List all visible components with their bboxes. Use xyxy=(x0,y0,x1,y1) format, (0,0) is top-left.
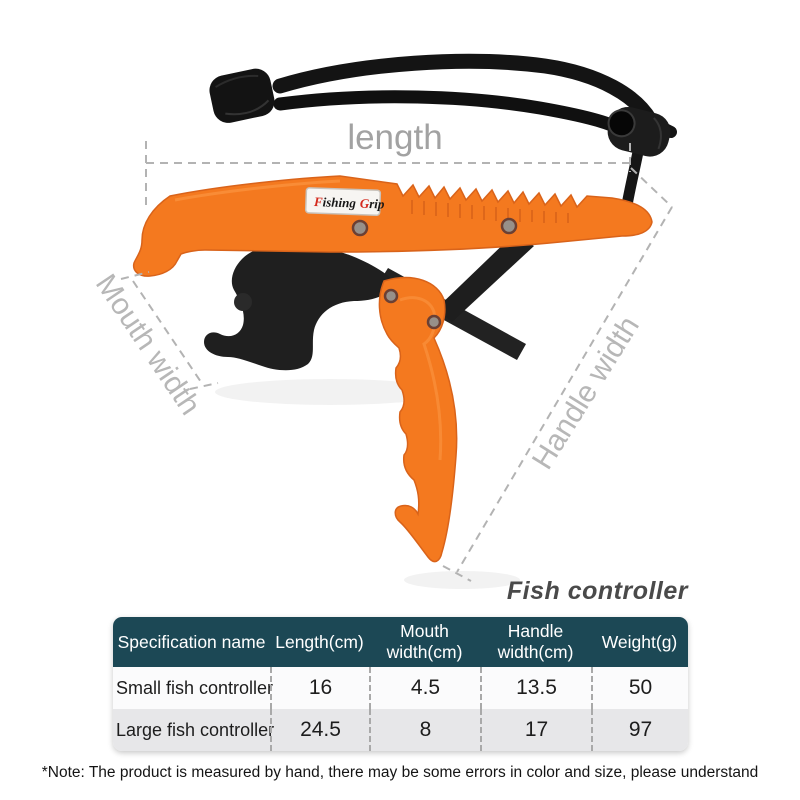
product-shadow xyxy=(215,379,520,589)
row-mouth-width: 4.5 xyxy=(369,667,480,709)
handle-width-label: Handle width xyxy=(525,310,646,476)
row-weight: 50 xyxy=(591,667,688,709)
disclaimer-note: *Note: The product is measured by hand, there may be some errors in color and size, please understand xyxy=(41,764,759,781)
cord-toggle xyxy=(603,103,675,161)
brand-label xyxy=(306,188,386,216)
row-weight: 97 xyxy=(591,709,688,751)
row-handle-width: 17 xyxy=(480,709,591,751)
cord-end-cap xyxy=(207,66,278,126)
rivet xyxy=(428,316,440,328)
row-handle-width: 13.5 xyxy=(480,667,591,709)
header-mouth-width: Mouth width(cm) xyxy=(386,621,463,662)
header-specification-name: Specification name xyxy=(117,631,266,652)
row-mouth-width: 8 xyxy=(369,709,480,751)
rivet xyxy=(385,290,397,302)
row-length: 16 xyxy=(270,667,369,709)
trigger-detail xyxy=(234,293,252,311)
header-weight: Weight(g) xyxy=(601,631,678,652)
header-length: Length(cm) xyxy=(275,631,364,652)
header-handle-width: Handle width(cm) xyxy=(497,621,574,662)
brand-label-text: Fishing Grip xyxy=(313,194,385,212)
product-caption: Fish controller xyxy=(506,577,688,605)
spec-table xyxy=(113,617,688,751)
row-length: 24.5 xyxy=(270,709,369,751)
length-label: length xyxy=(347,118,443,157)
table-row-large xyxy=(113,709,688,751)
spec-table-header xyxy=(113,617,688,667)
rivet xyxy=(502,219,516,233)
trigger-jaw xyxy=(204,245,396,370)
mouth-width-label: Mouth width xyxy=(88,268,207,421)
row-name: Large fish controller xyxy=(116,719,275,740)
table-row-small xyxy=(113,667,688,709)
row-name: Small fish controller xyxy=(116,677,274,698)
rivet xyxy=(353,221,367,235)
grip-body xyxy=(134,176,652,276)
